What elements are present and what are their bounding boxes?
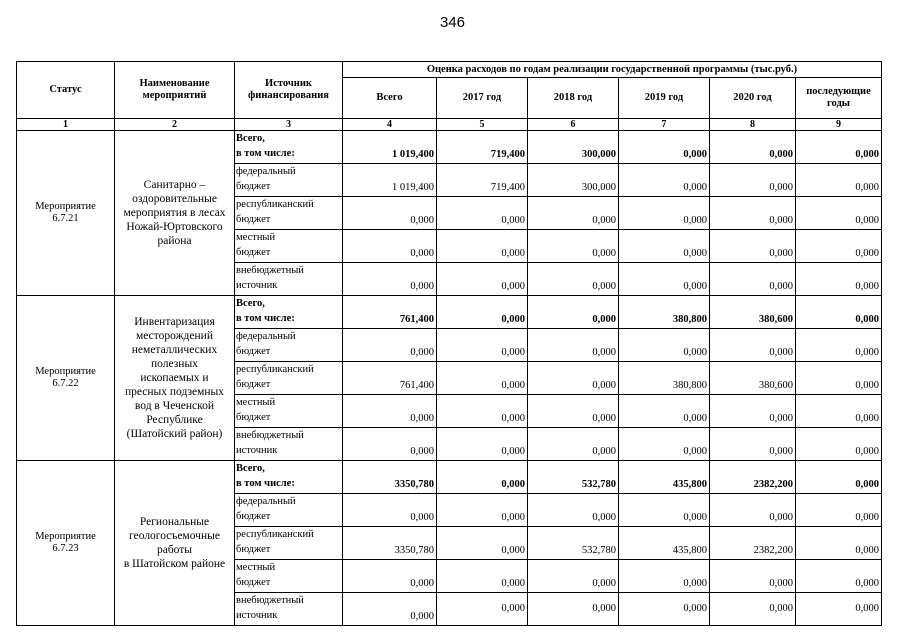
text-line: месторождений xyxy=(136,330,213,342)
amount-cell: 0,000 xyxy=(343,263,437,296)
funding-source xyxy=(235,461,343,494)
amount-cell: 0,000 xyxy=(710,494,796,527)
text-line: бюджет xyxy=(236,379,271,390)
amount-cell: 0,000 xyxy=(619,428,710,461)
text-line: бюджет xyxy=(236,577,271,588)
funding-source xyxy=(235,527,343,560)
column-index: 1 xyxy=(17,119,115,131)
amount-cell: 0,000 xyxy=(796,593,882,626)
amount-cell: 532,780 xyxy=(528,461,619,494)
budget-table xyxy=(16,61,882,626)
text-line: в Шатойском районе xyxy=(123,558,226,570)
event-status xyxy=(17,296,115,461)
amount-cell: 0,000 xyxy=(710,230,796,263)
amount-cell: 0,000 xyxy=(343,230,437,263)
amount-cell: 0,000 xyxy=(437,428,528,461)
amount-cell: 0,000 xyxy=(710,395,796,428)
header-col-total: Всего xyxy=(343,78,437,119)
text-line: Мероприятие xyxy=(35,531,96,542)
amount-cell: 0,000 xyxy=(528,329,619,362)
amount-cell: 300,000 xyxy=(528,131,619,164)
column-index: 9 xyxy=(796,119,882,131)
amount-cell: 0,000 xyxy=(528,230,619,263)
amount-cell: 0,000 xyxy=(619,593,710,626)
amount-cell: 0,000 xyxy=(710,164,796,197)
amount-cell: 2382,200 xyxy=(710,461,796,494)
amount-cell: 0,000 xyxy=(710,131,796,164)
amount-cell: 0,000 xyxy=(619,560,710,593)
header-col-2019: 2019 год xyxy=(619,78,710,119)
amount-cell: 0,000 xyxy=(528,263,619,296)
amount-cell: 0,000 xyxy=(710,197,796,230)
amount-cell: 0,000 xyxy=(528,494,619,527)
amount-cell: 719,400 xyxy=(437,131,528,164)
text-line: бюджет xyxy=(236,214,271,225)
funding-source xyxy=(235,494,343,527)
amount-cell: 0,000 xyxy=(796,164,882,197)
amount-cell: 0,000 xyxy=(437,395,528,428)
amount-cell: 0,000 xyxy=(437,230,528,263)
amount-cell: 0,000 xyxy=(619,197,710,230)
text-line: местный xyxy=(236,562,276,573)
header-col-2018: 2018 год xyxy=(528,78,619,119)
column-index: 5 xyxy=(437,119,528,131)
amount-cell: 1 019,400 xyxy=(343,164,437,197)
text-line: бюджет xyxy=(236,247,271,258)
amount-cell: 0,000 xyxy=(796,329,882,362)
text-line: геологосъемочные xyxy=(129,530,220,542)
amount-cell: 0,000 xyxy=(619,329,710,362)
amount-cell: 761,400 xyxy=(343,362,437,395)
text-line: (Шатойский район) xyxy=(126,428,223,440)
event-total-row xyxy=(17,131,882,164)
amount-cell: 0,000 xyxy=(437,329,528,362)
column-index: 3 xyxy=(235,119,343,131)
column-index: 6 xyxy=(528,119,619,131)
amount-cell: 0,000 xyxy=(710,263,796,296)
amount-cell: 0,000 xyxy=(796,395,882,428)
funding-source xyxy=(235,131,343,164)
header-source: Источник финансирования xyxy=(235,62,343,119)
amount-cell: 0,000 xyxy=(343,395,437,428)
amount-cell: 0,000 xyxy=(710,329,796,362)
amount-cell: 380,600 xyxy=(710,362,796,395)
amount-cell: 761,400 xyxy=(343,296,437,329)
amount-cell: 0,000 xyxy=(796,296,882,329)
column-index: 7 xyxy=(619,119,710,131)
text-line: в том числе: xyxy=(236,478,295,489)
amount-cell: 0,000 xyxy=(343,197,437,230)
column-index-row xyxy=(17,119,882,131)
table-body xyxy=(17,131,882,626)
funding-source xyxy=(235,593,343,626)
amount-cell: 0,000 xyxy=(796,428,882,461)
amount-cell: 0,000 xyxy=(619,263,710,296)
funding-source xyxy=(235,263,343,296)
text-line: Ножай-Юртовского xyxy=(126,221,223,233)
text-line: ископаемых и xyxy=(140,372,209,384)
text-line: внебюджетный xyxy=(236,265,304,276)
event-name xyxy=(115,131,235,296)
amount-cell: 0,000 xyxy=(437,263,528,296)
amount-cell: 0,000 xyxy=(796,560,882,593)
amount-cell: 380,800 xyxy=(619,296,710,329)
text-line: федеральный xyxy=(236,496,296,507)
text-line: Санитарно – xyxy=(143,179,206,191)
funding-source xyxy=(235,230,343,263)
amount-cell: 0,000 xyxy=(437,494,528,527)
column-index: 2 xyxy=(115,119,235,131)
amount-cell: 0,000 xyxy=(796,197,882,230)
amount-cell: 719,400 xyxy=(437,164,528,197)
text-line: источник xyxy=(236,445,278,456)
text-line: 6.7.21 xyxy=(52,213,79,224)
text-line: 6.7.22 xyxy=(52,378,79,389)
event-total-row xyxy=(17,461,882,494)
amount-cell: 2382,200 xyxy=(710,527,796,560)
text-line: оздоровительные xyxy=(132,193,217,205)
text-line: района xyxy=(157,235,192,247)
amount-cell: 0,000 xyxy=(619,494,710,527)
text-line: Региональные xyxy=(139,516,210,528)
text-line: полезных xyxy=(151,358,198,370)
text-line: внебюджетный xyxy=(236,595,304,606)
amount-cell: 0,000 xyxy=(437,296,528,329)
text-line: вод в Чеченской xyxy=(134,400,215,412)
amount-cell: 0,000 xyxy=(343,428,437,461)
funding-source xyxy=(235,296,343,329)
amount-cell: 0,000 xyxy=(528,395,619,428)
amount-cell: 0,000 xyxy=(710,560,796,593)
amount-cell: 0,000 xyxy=(619,395,710,428)
text-line: федеральный xyxy=(236,166,296,177)
amount-cell: 0,000 xyxy=(796,131,882,164)
amount-cell: 435,800 xyxy=(619,527,710,560)
text-line: внебюджетный xyxy=(236,430,304,441)
column-index: 4 xyxy=(343,119,437,131)
funding-source xyxy=(235,428,343,461)
event-total-row xyxy=(17,296,882,329)
amount-cell: 3350,780 xyxy=(343,527,437,560)
amount-cell: 0,000 xyxy=(528,197,619,230)
text-line: Всего, xyxy=(236,133,265,144)
funding-source xyxy=(235,395,343,428)
text-line: источник xyxy=(236,610,278,621)
amount-cell: 435,800 xyxy=(619,461,710,494)
funding-source xyxy=(235,164,343,197)
text-line: республиканский xyxy=(236,199,314,210)
amount-cell: 0,000 xyxy=(796,461,882,494)
text-line: Всего, xyxy=(236,298,265,309)
amount-cell: 0,000 xyxy=(796,362,882,395)
amount-cell: 0,000 xyxy=(528,593,619,626)
text-line: работы xyxy=(156,544,193,556)
text-line: в том числе: xyxy=(236,313,295,324)
amount-cell: 0,000 xyxy=(619,230,710,263)
amount-cell: 0,000 xyxy=(437,527,528,560)
amount-cell: 0,000 xyxy=(343,494,437,527)
funding-source xyxy=(235,560,343,593)
text-line: местный xyxy=(236,397,276,408)
amount-cell: 0,000 xyxy=(796,230,882,263)
text-line: республиканский xyxy=(236,529,314,540)
amount-cell: 0,000 xyxy=(437,362,528,395)
header-col-2017: 2017 год xyxy=(437,78,528,119)
text-line: неметаллических xyxy=(131,344,218,356)
header-name: Наименование мероприятий xyxy=(115,62,235,119)
amount-cell: 3350,780 xyxy=(343,461,437,494)
amount-cell: 0,000 xyxy=(710,593,796,626)
text-line: Республике xyxy=(146,414,203,426)
event-name xyxy=(115,461,235,626)
amount-cell: 532,780 xyxy=(528,527,619,560)
text-line: пресных подземных xyxy=(124,386,225,398)
text-line: в том числе: xyxy=(236,148,295,159)
page-number: 346 xyxy=(439,14,466,31)
funding-source xyxy=(235,329,343,362)
amount-cell: 0,000 xyxy=(437,560,528,593)
amount-cell: 0,000 xyxy=(437,197,528,230)
text-line: Инвентаризация xyxy=(134,316,215,328)
amount-cell: 0,000 xyxy=(796,527,882,560)
text-line: бюджет xyxy=(236,346,271,357)
text-line: Мероприятие xyxy=(35,366,96,377)
header-col-later: последующие годы xyxy=(796,78,882,119)
event-status xyxy=(17,461,115,626)
header-estimate-title: Оценка расходов по годам реализации государственной программы (тыс.руб.) xyxy=(343,62,882,78)
column-index: 8 xyxy=(710,119,796,131)
text-line: местный xyxy=(236,232,276,243)
text-line: республиканский xyxy=(236,364,314,375)
amount-cell: 0,000 xyxy=(528,428,619,461)
text-line: мероприятия в лесах xyxy=(123,207,226,219)
text-line: Всего, xyxy=(236,463,265,474)
header-col-2020: 2020 год xyxy=(710,78,796,119)
text-line: 6.7.23 xyxy=(52,543,79,554)
funding-source xyxy=(235,362,343,395)
amount-cell: 0,000 xyxy=(437,593,528,626)
text-line: бюджет xyxy=(236,181,271,192)
amount-cell: 0,000 xyxy=(343,329,437,362)
amount-cell: 0,000 xyxy=(710,428,796,461)
amount-cell: 380,800 xyxy=(619,362,710,395)
amount-cell: 1 019,400 xyxy=(343,131,437,164)
amount-cell: 0,000 xyxy=(619,164,710,197)
amount-cell: 0,000 xyxy=(619,131,710,164)
amount-cell: 0,000 xyxy=(343,560,437,593)
amount-cell: 0,000 xyxy=(796,263,882,296)
amount-cell: 0,000 xyxy=(528,362,619,395)
text-line: федеральный xyxy=(236,331,296,342)
funding-source xyxy=(235,197,343,230)
text-line: бюджет xyxy=(236,511,271,522)
amount-cell: 0,000 xyxy=(528,296,619,329)
text-line: Мероприятие xyxy=(35,201,96,212)
amount-cell: 0,000 xyxy=(796,494,882,527)
amount-cell: 0,000 xyxy=(343,593,437,626)
amount-cell: 300,000 xyxy=(528,164,619,197)
text-line: бюджет xyxy=(236,544,271,555)
header-status: Статус xyxy=(17,62,115,119)
amount-cell: 0,000 xyxy=(528,560,619,593)
text-line: бюджет xyxy=(236,412,271,423)
amount-cell: 380,600 xyxy=(710,296,796,329)
amount-cell: 0,000 xyxy=(437,461,528,494)
event-status xyxy=(17,131,115,296)
text-line: источник xyxy=(236,280,278,291)
event-name xyxy=(115,296,235,461)
